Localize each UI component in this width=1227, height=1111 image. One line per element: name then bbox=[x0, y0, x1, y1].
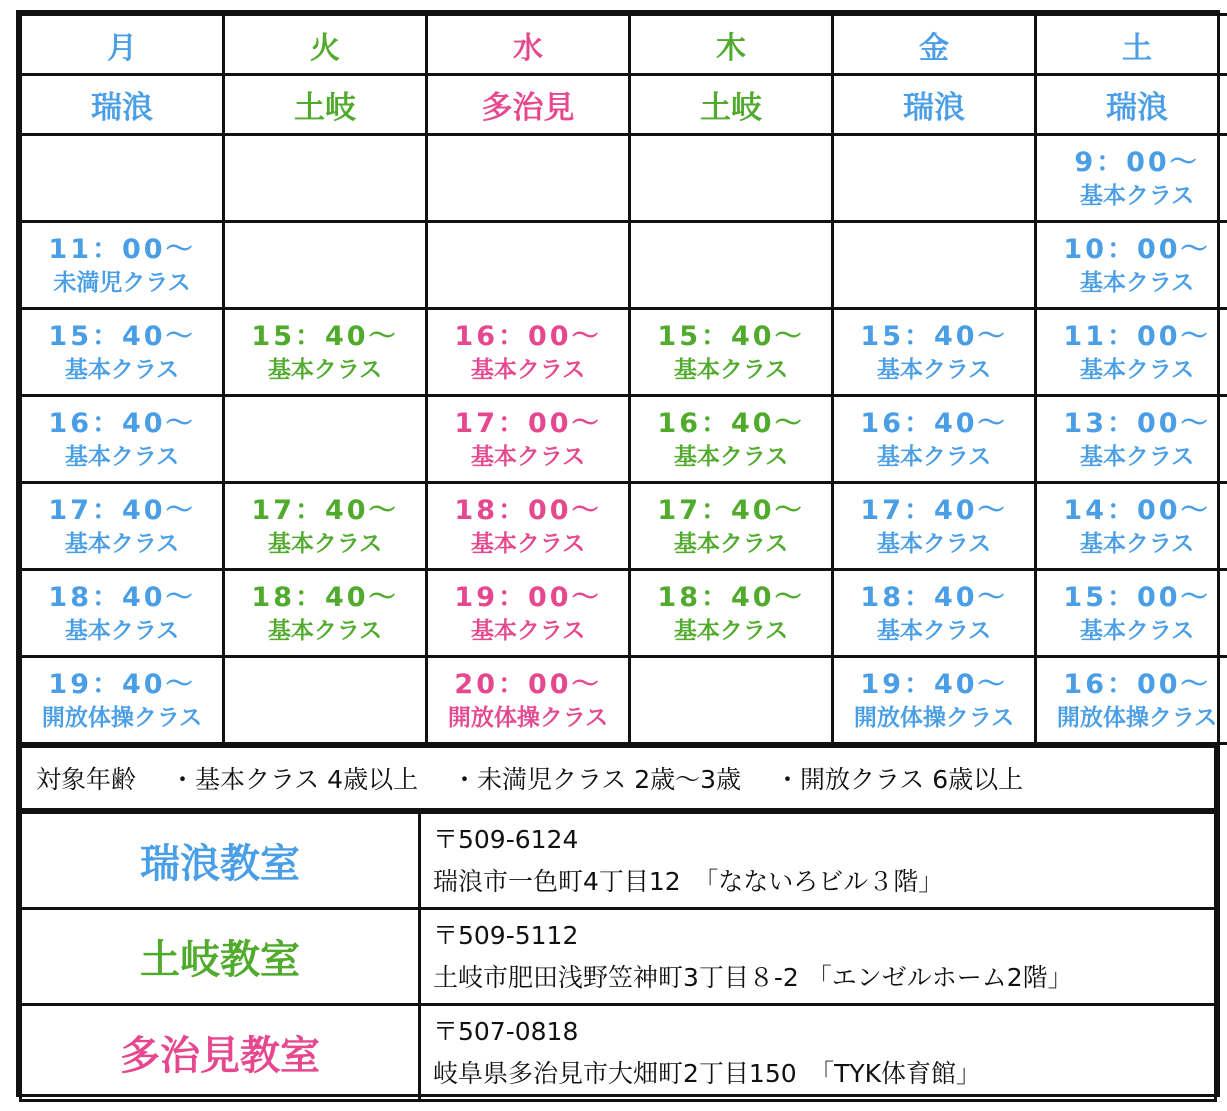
class-time: 14：00～ bbox=[1063, 495, 1211, 526]
classroom-name: 土岐教室 bbox=[21, 909, 420, 1005]
time-slot-row bbox=[21, 222, 1227, 309]
day-mon: 月 bbox=[21, 15, 224, 75]
schedule-cell bbox=[630, 309, 833, 396]
class-type: 基本クラス bbox=[673, 357, 789, 383]
schedule-cell bbox=[21, 396, 224, 483]
schedule-cell bbox=[427, 222, 630, 309]
class-time: 18：40～ bbox=[48, 582, 196, 613]
schedule-cell bbox=[224, 657, 427, 744]
schedule-cell bbox=[833, 135, 1036, 222]
class-type: 基本クラス bbox=[470, 618, 586, 644]
class-type: 基本クラス bbox=[64, 444, 180, 470]
age-info-open: ・開放クラス 6歳以上 bbox=[775, 765, 1024, 794]
class-time: 10：00～ bbox=[1063, 234, 1211, 265]
classroom-name: 瑞浪教室 bbox=[21, 813, 420, 909]
schedule-cell bbox=[1036, 657, 1227, 744]
class-time: 16：40～ bbox=[48, 408, 196, 439]
class-time: 16：00～ bbox=[1063, 669, 1211, 700]
class-type: 基本クラス bbox=[673, 531, 789, 557]
class-time: 9：00～ bbox=[1074, 147, 1200, 178]
schedule-cell bbox=[833, 396, 1036, 483]
class-type: 基本クラス bbox=[64, 618, 180, 644]
schedule-cell bbox=[224, 396, 427, 483]
class-type: 基本クラス bbox=[876, 444, 992, 470]
schedule-cell bbox=[427, 135, 630, 222]
class-time: 17：40～ bbox=[657, 495, 805, 526]
schedule-table bbox=[19, 13, 1227, 745]
schedule-cell bbox=[21, 657, 224, 744]
class-time: 16：40～ bbox=[860, 408, 1008, 439]
classroom-name: 多治見教室 bbox=[21, 1005, 420, 1101]
street-address: 岐阜県多治見市大畑町2丁目150 「TYK体育館」 bbox=[433, 1058, 982, 1088]
class-time: 17：40～ bbox=[251, 495, 399, 526]
time-slot-row bbox=[21, 396, 1227, 483]
age-info-toddler: ・未満児クラス 2歳〜3歳 bbox=[452, 765, 742, 794]
schedule-cell bbox=[630, 570, 833, 657]
schedule-cell bbox=[1036, 222, 1227, 309]
age-info bbox=[21, 747, 1216, 810]
day-wed: 水 bbox=[427, 15, 630, 75]
postal-code: 〒509-5112 bbox=[433, 920, 579, 950]
class-time: 20：00～ bbox=[454, 669, 602, 700]
class-type: 基本クラス bbox=[64, 531, 180, 557]
class-time: 15：40～ bbox=[657, 321, 805, 352]
day-thu: 木 bbox=[630, 15, 833, 75]
class-time: 18：40～ bbox=[251, 582, 399, 613]
class-type: 基本クラス bbox=[1079, 531, 1195, 557]
street-address: 瑞浪市一色町4丁目12 「なないろビル３階」 bbox=[433, 866, 944, 896]
postal-code: 〒507-0818 bbox=[433, 1016, 579, 1046]
postal-code: 〒509-6124 bbox=[433, 824, 579, 854]
schedule-cell bbox=[224, 222, 427, 309]
schedule-cell bbox=[833, 222, 1036, 309]
day-tue: 火 bbox=[224, 15, 427, 75]
location-sat: 瑞浪 bbox=[1036, 75, 1227, 135]
schedule-cell bbox=[21, 570, 224, 657]
schedule-cell bbox=[630, 135, 833, 222]
class-time: 18：40～ bbox=[860, 582, 1008, 613]
schedule-cell bbox=[630, 483, 833, 570]
class-type: 基本クラス bbox=[1079, 357, 1195, 383]
class-type: 基本クラス bbox=[470, 357, 586, 383]
classroom-row bbox=[21, 813, 1216, 909]
schedule-cell bbox=[427, 309, 630, 396]
class-type: 基本クラス bbox=[876, 531, 992, 557]
schedule-cell bbox=[833, 309, 1036, 396]
day-sat: 土 bbox=[1036, 15, 1227, 75]
classroom-table bbox=[19, 811, 1217, 1102]
location-wed: 多治見 bbox=[427, 75, 630, 135]
street-address: 土岐市肥田浅野笠神町3丁目８-2 「エンゼルホーム2階」 bbox=[433, 962, 1073, 992]
schedule-cell bbox=[21, 483, 224, 570]
class-time: 18：00～ bbox=[454, 495, 602, 526]
time-slot-row bbox=[21, 309, 1227, 396]
class-type: 開放体操クラス bbox=[41, 705, 203, 731]
schedule-cell bbox=[427, 570, 630, 657]
schedule-cell bbox=[630, 222, 833, 309]
schedule-cell bbox=[21, 222, 224, 309]
schedule-cell bbox=[21, 309, 224, 396]
class-type: 基本クラス bbox=[876, 618, 992, 644]
class-type: 基本クラス bbox=[470, 444, 586, 470]
class-time: 11：00～ bbox=[48, 234, 196, 265]
class-type: 開放体操クラス bbox=[447, 705, 609, 731]
class-time: 18：40～ bbox=[657, 582, 805, 613]
class-time: 15：00～ bbox=[1063, 582, 1211, 613]
classroom-address bbox=[420, 909, 1216, 1005]
schedule-cell bbox=[1036, 309, 1227, 396]
class-type: 開放体操クラス bbox=[853, 705, 1015, 731]
class-type: 基本クラス bbox=[673, 444, 789, 470]
location-tue: 土岐 bbox=[224, 75, 427, 135]
location-mon: 瑞浪 bbox=[21, 75, 224, 135]
schedule-cell bbox=[224, 135, 427, 222]
class-time: 15：40～ bbox=[860, 321, 1008, 352]
day-fri: 金 bbox=[833, 15, 1036, 75]
time-slot-row bbox=[21, 483, 1227, 570]
class-time: 19：00～ bbox=[454, 582, 602, 613]
schedule-cell bbox=[224, 570, 427, 657]
time-slot-row bbox=[21, 570, 1227, 657]
class-time: 15：40～ bbox=[48, 321, 196, 352]
class-type: 開放体操クラス bbox=[1056, 705, 1218, 731]
day-header-row bbox=[21, 15, 1227, 75]
class-type: 基本クラス bbox=[267, 531, 383, 557]
class-time: 19：40～ bbox=[48, 669, 196, 700]
class-type: 基本クラス bbox=[1079, 183, 1195, 209]
schedule-cell bbox=[224, 483, 427, 570]
schedule-cell bbox=[1036, 570, 1227, 657]
schedule-cell bbox=[630, 396, 833, 483]
class-time: 13：00～ bbox=[1063, 408, 1211, 439]
schedule-cell bbox=[833, 570, 1036, 657]
class-type: 基本クラス bbox=[64, 357, 180, 383]
schedule-cell bbox=[1036, 135, 1227, 222]
schedule-cell bbox=[427, 483, 630, 570]
class-time: 16：00～ bbox=[454, 321, 602, 352]
schedule-cell bbox=[427, 396, 630, 483]
class-type: 基本クラス bbox=[1079, 444, 1195, 470]
schedule-cell bbox=[833, 483, 1036, 570]
classroom-row bbox=[21, 909, 1216, 1005]
schedule-cell bbox=[21, 135, 224, 222]
class-time: 19：40～ bbox=[860, 669, 1008, 700]
schedule-cell bbox=[1036, 396, 1227, 483]
age-info-basic: ・基本クラス 4歳以上 bbox=[169, 765, 419, 794]
class-time: 16：40～ bbox=[657, 408, 805, 439]
class-time: 17：40～ bbox=[48, 495, 196, 526]
schedule-cell bbox=[427, 657, 630, 744]
class-type: 基本クラス bbox=[470, 531, 586, 557]
class-type: 基本クラス bbox=[1079, 270, 1195, 296]
location-fri: 瑞浪 bbox=[833, 75, 1036, 135]
classroom-row bbox=[21, 1005, 1216, 1101]
class-type: 基本クラス bbox=[876, 357, 992, 383]
schedule-cell bbox=[630, 657, 833, 744]
schedule-cell bbox=[833, 657, 1036, 744]
class-type: 基本クラス bbox=[267, 357, 383, 383]
time-slot-row bbox=[21, 135, 1227, 222]
classroom-address bbox=[420, 1005, 1216, 1101]
class-time: 15：40～ bbox=[251, 321, 399, 352]
class-type: 基本クラス bbox=[267, 618, 383, 644]
location-thu: 土岐 bbox=[630, 75, 833, 135]
class-time: 17：40～ bbox=[860, 495, 1008, 526]
age-info-table bbox=[19, 745, 1217, 811]
class-type: 基本クラス bbox=[673, 618, 789, 644]
schedule-sheet bbox=[16, 10, 1220, 1097]
class-time: 11：00～ bbox=[1063, 321, 1211, 352]
location-row bbox=[21, 75, 1227, 135]
time-slot-row bbox=[21, 657, 1227, 744]
class-type: 基本クラス bbox=[1079, 618, 1195, 644]
schedule-cell bbox=[1036, 483, 1227, 570]
classroom-address bbox=[420, 813, 1216, 909]
age-info-label: 対象年齢 bbox=[36, 765, 137, 794]
class-time: 17：00～ bbox=[454, 408, 602, 439]
class-type: 未満児クラス bbox=[53, 270, 191, 296]
schedule-cell bbox=[224, 309, 427, 396]
